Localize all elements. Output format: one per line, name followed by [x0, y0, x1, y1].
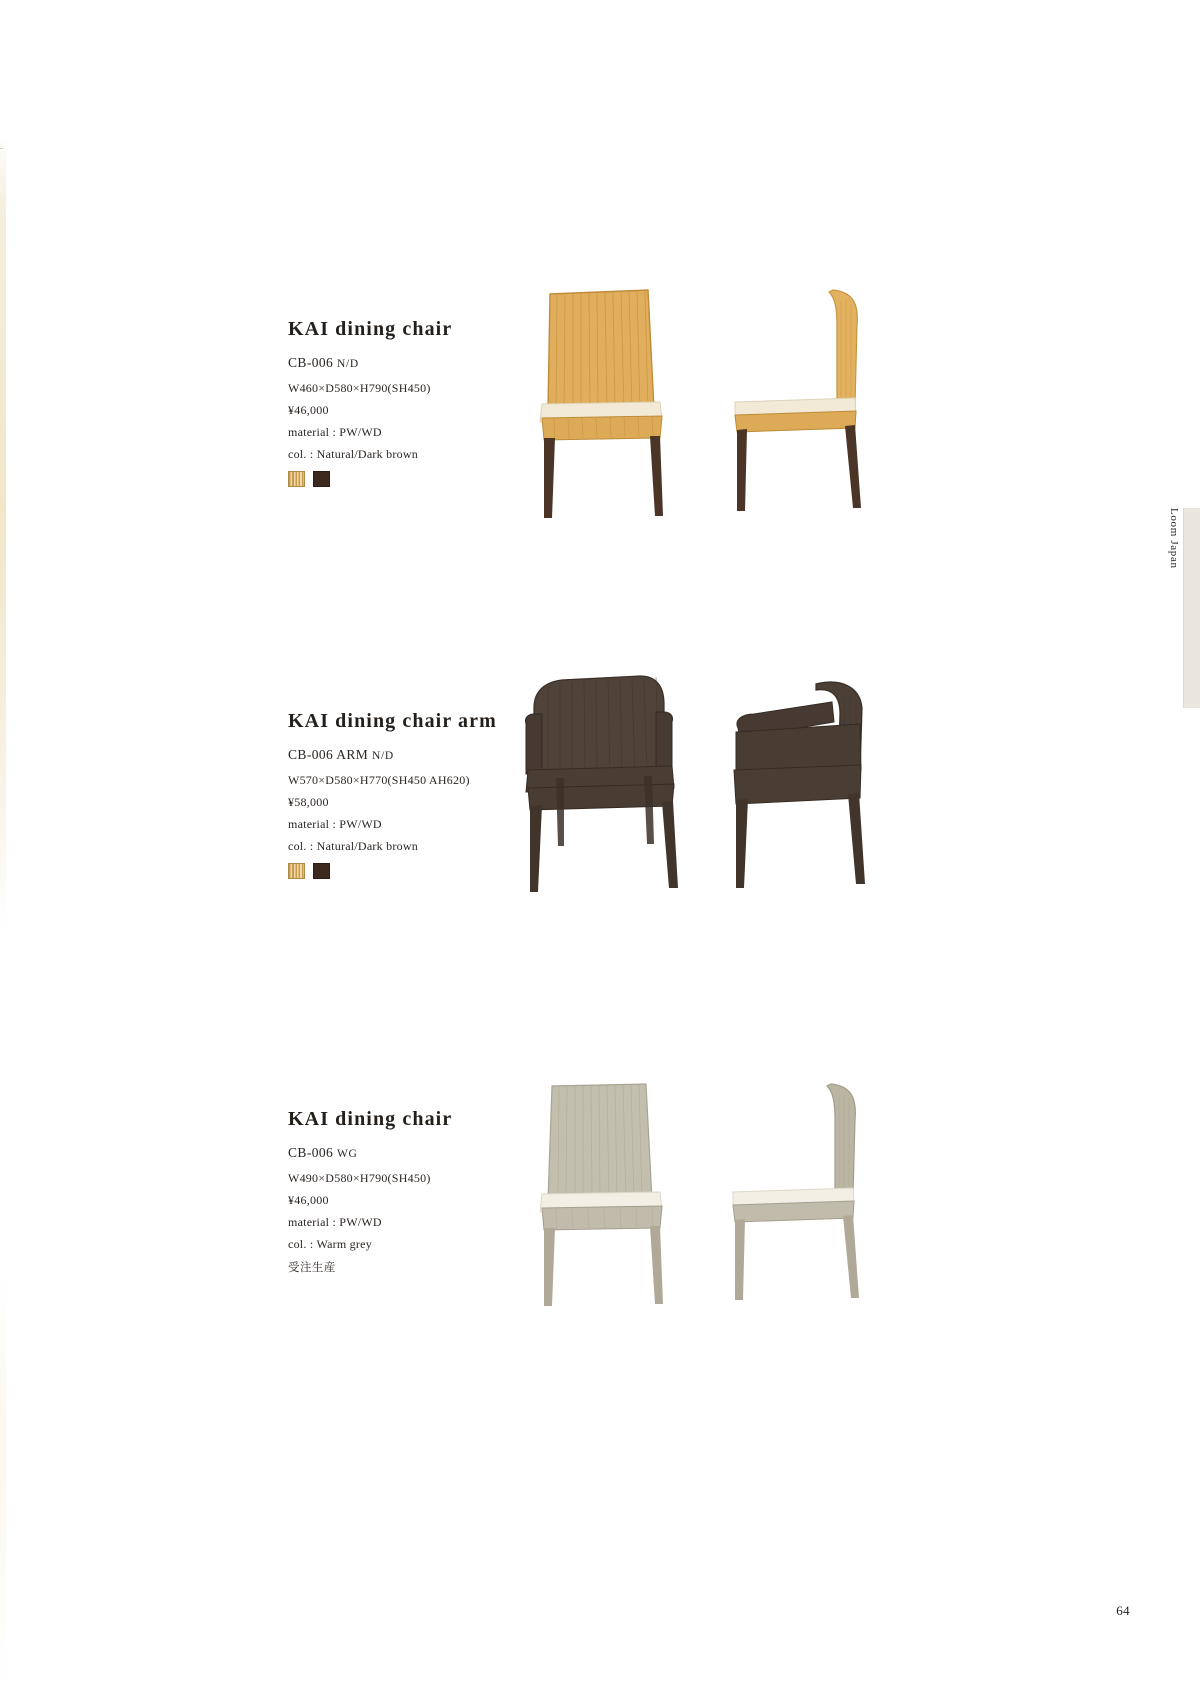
product-material: material : PW/WD: [288, 425, 382, 439]
swatch-natural-icon: [288, 471, 305, 487]
product-dimensions: W490×D580×H790(SH450): [288, 1171, 431, 1185]
page-left-edge-artifact: [0, 0, 6, 1697]
product-photos: [520, 1078, 940, 1338]
swatch-natural-icon: [288, 863, 305, 879]
product-code-suffix: WG: [336, 1148, 358, 1160]
product-code-suffix: N/D: [336, 358, 359, 370]
product-dimensions: W570×D580×H770(SH450 AH620): [288, 773, 470, 787]
swatch-dark-brown-icon: [313, 863, 330, 879]
chair-arm-front-photo: [512, 670, 712, 930]
swatch-dark-brown-icon: [313, 471, 330, 487]
product-photos: [520, 670, 940, 930]
chair-front-photo: [520, 286, 700, 546]
product-price: ¥58,000: [288, 795, 329, 809]
page-top-rule: [0, 148, 3, 149]
product-note: 受注生産: [288, 1260, 336, 1274]
product-code-main: CB-006: [288, 355, 334, 370]
product-title: KAI dining chair: [288, 318, 453, 340]
page-number: 64: [1116, 1603, 1130, 1618]
product-code-main: CB-006 ARM: [288, 747, 369, 762]
chair-arm-side-photo: [720, 670, 920, 930]
product-price: ¥46,000: [288, 1193, 329, 1207]
product-code-suffix: N/D: [371, 750, 394, 762]
product-price: ¥46,000: [288, 403, 329, 417]
product-material: material : PW/WD: [288, 817, 382, 831]
side-tab: [1183, 508, 1200, 708]
product-dimensions: W460×D580×H790(SH450): [288, 381, 431, 395]
product-material: material : PW/WD: [288, 1215, 382, 1229]
chair-side-photo: [725, 1078, 915, 1338]
product-color: col. : Natural/Dark brown: [288, 447, 418, 461]
chair-side-photo: [725, 286, 915, 546]
product-photos: [520, 286, 940, 546]
product-color: col. : Natural/Dark brown: [288, 839, 418, 853]
product-color: col. : Warm grey: [288, 1237, 372, 1251]
product-code-main: CB-006: [288, 1145, 334, 1160]
product-title: KAI dining chair arm: [288, 710, 497, 732]
chair-front-photo: [520, 1078, 700, 1338]
side-tab-label: Loom Japan: [1168, 508, 1180, 569]
product-title: KAI dining chair: [288, 1108, 453, 1130]
